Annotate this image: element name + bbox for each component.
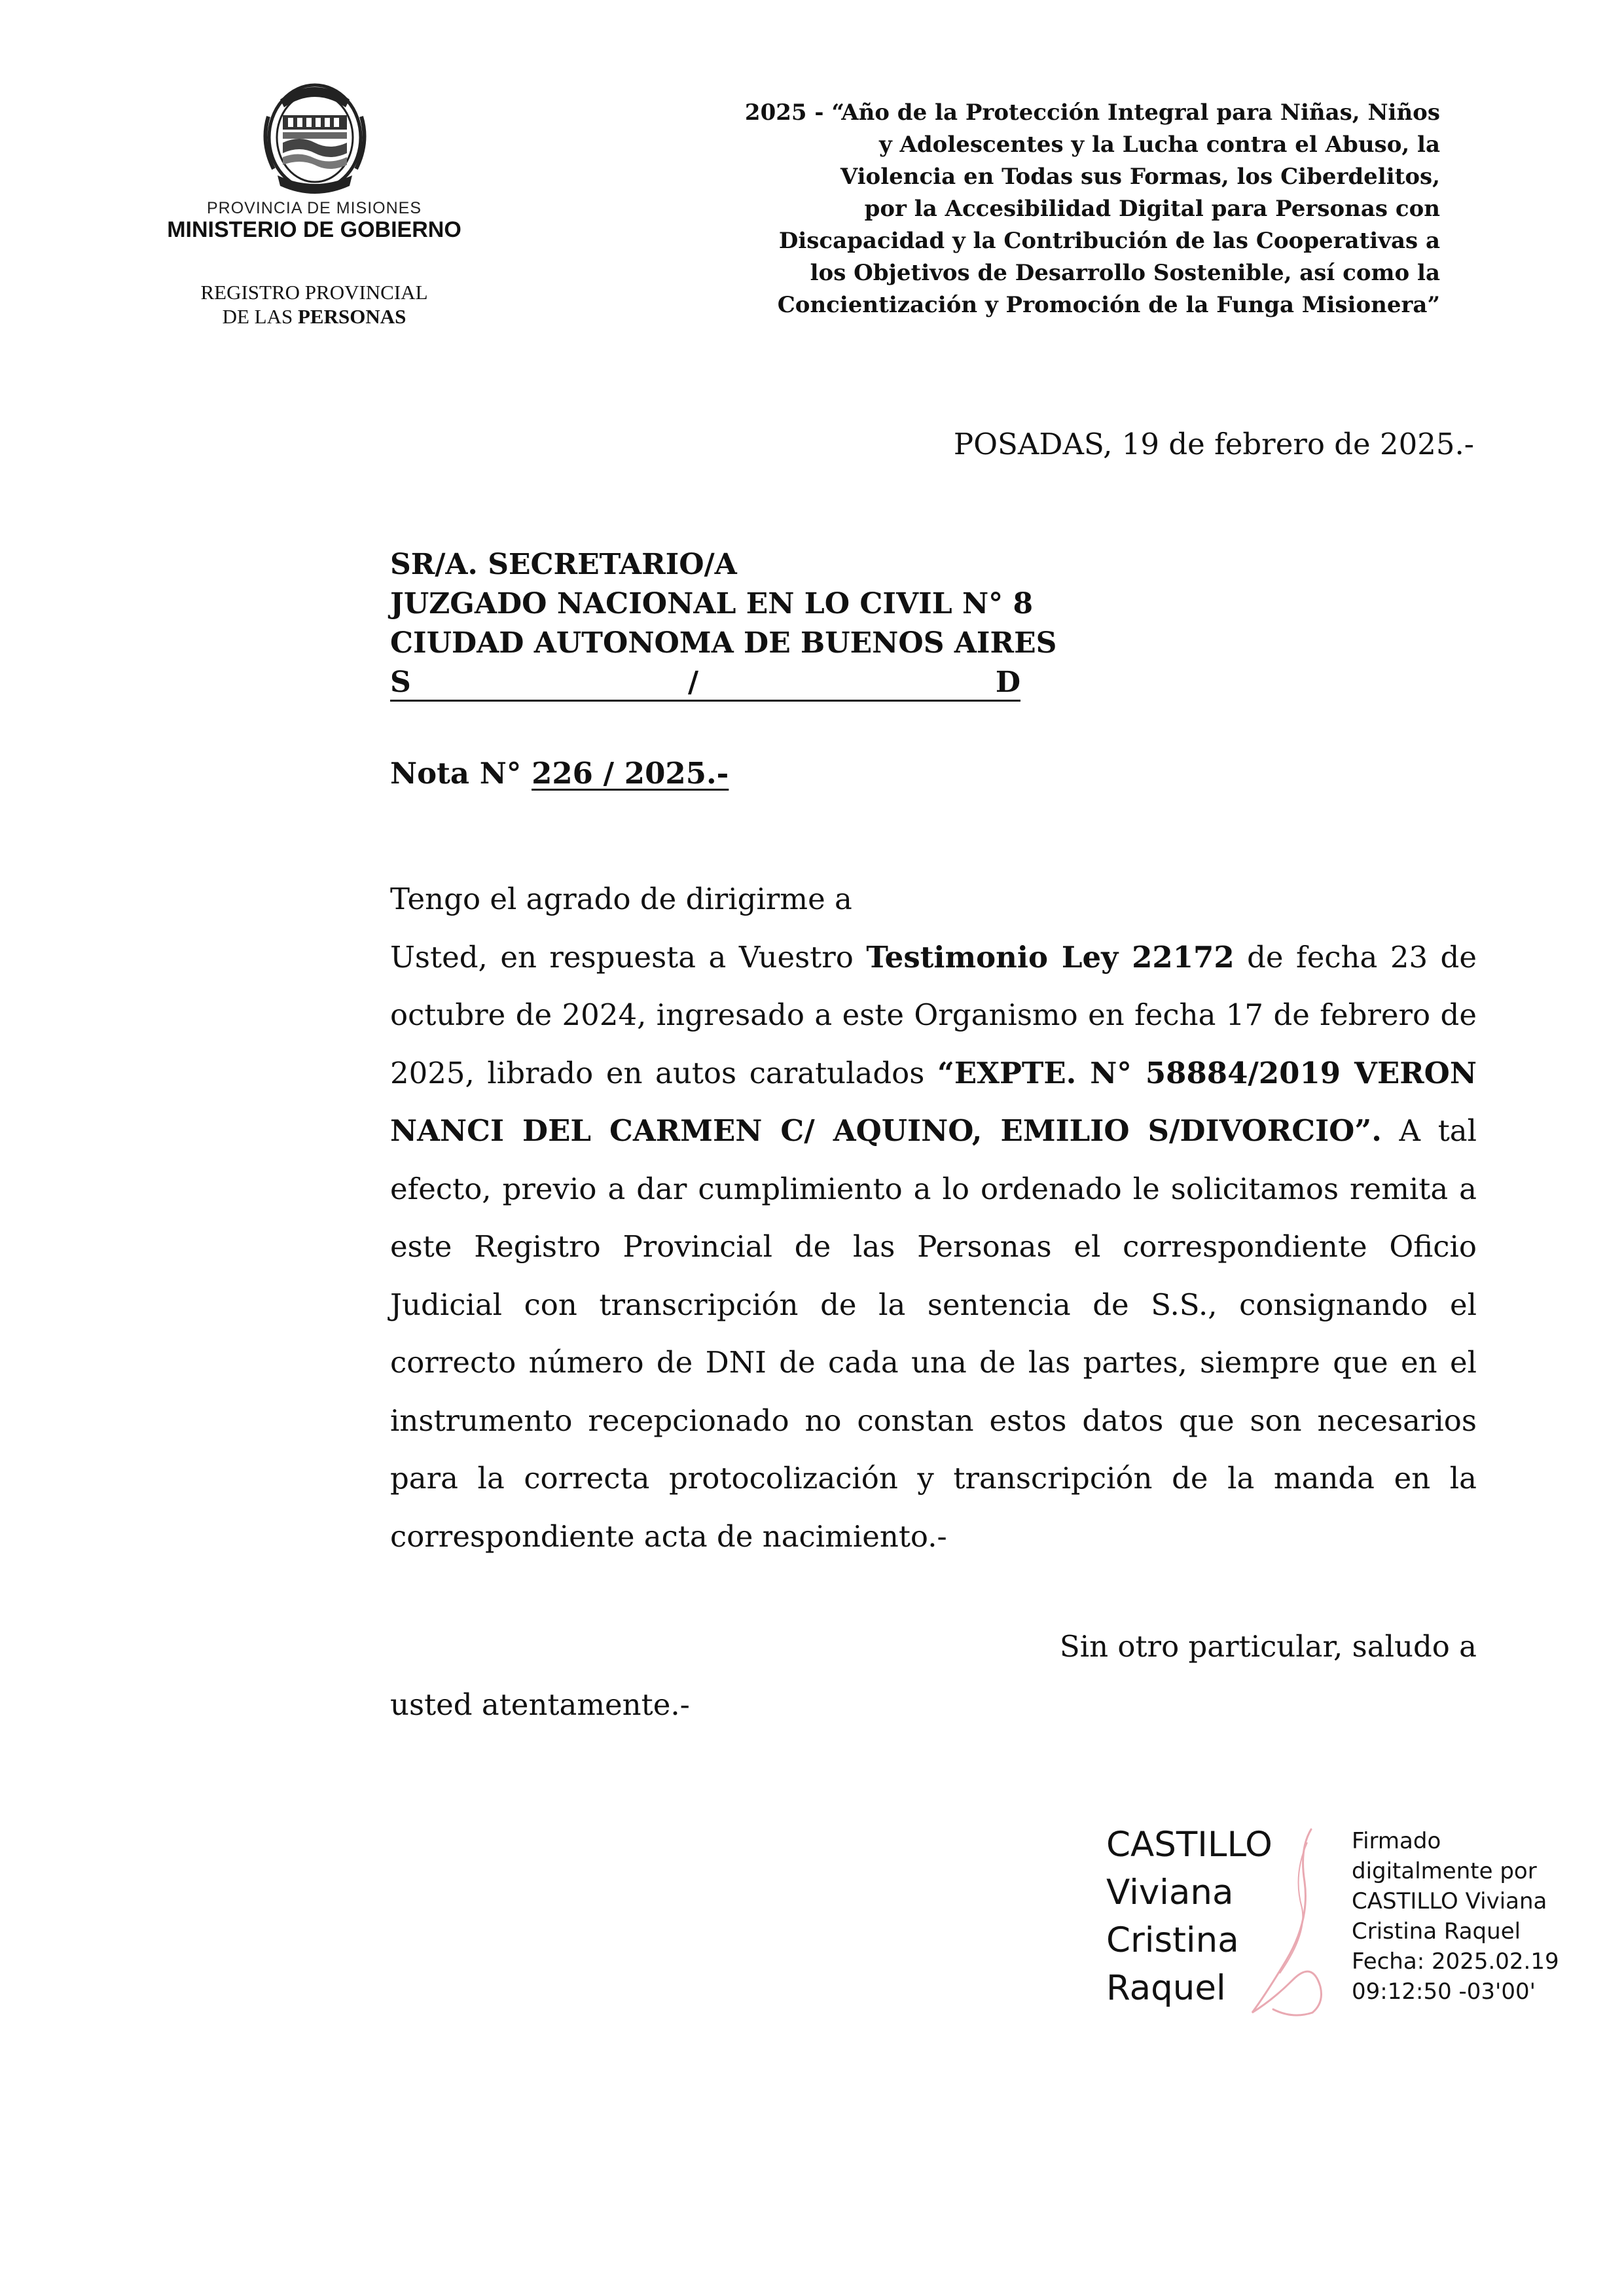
- body-bold-reference: Testimonio Ley 22172: [866, 939, 1235, 975]
- letter-date: POSADAS, 19 de febrero de 2025.-: [953, 427, 1474, 461]
- signature-detail-line: Firmado: [1352, 1828, 1441, 1854]
- digital-signature-mark-icon: [1247, 1823, 1326, 2019]
- province-name: PROVINCIA DE MISIONES: [206, 199, 422, 217]
- addressee-line: JUZGADO NACIONAL EN LO CIVIL N° 8: [390, 587, 1034, 620]
- body-text-3: A tal efecto, previo a dar cumplimiento a lo ordenado le solicitamos remita a este Registro Provincial de las Personas el correspondiente Oficio Judicial con transcripción de la sentencia de S.S., consignando el correcto número de DNI de cada una de las partes, siempre que en el instrumento recepcionado no constan estos datos que son necesarios para la correcta protocolización y transcripción de la manda en la correspondiente acta de nacimiento.-: [390, 1113, 1477, 1554]
- registry-line-1: REGISTRO PROVINCIAL: [200, 281, 428, 304]
- signer-name-line: Raquel: [1106, 1968, 1226, 2008]
- signature-detail-line: Cristina Raquel: [1352, 1918, 1521, 1945]
- signer-name-line: CASTILLO: [1106, 1825, 1272, 1865]
- body-text-1: Usted, en respuesta a Vuestro: [390, 939, 867, 975]
- motto-line: Violencia en Todas sus Formas, los Ciberdelitos,: [840, 164, 1440, 190]
- registry-line-2-bold: PERSONAS: [298, 305, 406, 328]
- signature-details: [1352, 1826, 1568, 2007]
- sd-s: S: [390, 666, 411, 699]
- letter-closing: [390, 1618, 1477, 1734]
- body-opening: Tengo el agrado de dirigirme a: [390, 882, 852, 916]
- year-motto: [589, 97, 1440, 321]
- ministry-name: MINISTERIO DE GOBIERNO: [167, 217, 461, 242]
- signer-name-line: Cristina: [1106, 1920, 1239, 1960]
- note-label: Nota N°: [390, 756, 522, 791]
- motto-line: 2025 - “Año de la Protección Integral para Niñas, Niños: [744, 99, 1440, 126]
- note-number: [390, 756, 729, 791]
- signature-detail-line: digitalmente por: [1352, 1858, 1537, 1884]
- signer-name-line: Viviana: [1106, 1873, 1234, 1912]
- motto-line: Discapacidad y la Contribución de las Cooperativas a: [778, 228, 1440, 254]
- addressee-line: CIUDAD AUTONOMA DE BUENOS AIRES: [390, 626, 1057, 660]
- su-despacho-line: [390, 663, 1176, 712]
- registry-line-2: [157, 304, 471, 329]
- addressee-block: [390, 545, 1176, 712]
- signature-detail-line: Fecha: 2025.02.19: [1352, 1948, 1559, 1975]
- note-number-value: 226 / 2025.-: [532, 756, 729, 791]
- motto-line: los Objetivos de Desarrollo Sostenible, así como la: [810, 260, 1440, 286]
- signature-detail-line: 09:12:50 -03'00': [1352, 1979, 1536, 2005]
- registry-line-2-prefix: DE LAS: [222, 305, 293, 328]
- body-bold-case-title: “EXPTE. N° 58884/2019 VERON NANCI DEL CARMEN C/ AQUINO, EMILIO S/DIVORCIO”.: [390, 1055, 1477, 1148]
- motto-line: por la Accesibilidad Digital para Personas con: [864, 196, 1440, 222]
- sd-slash: /: [688, 666, 699, 699]
- body-text-2: de fecha 23 de octubre de 2024, ingresado a este Organismo en fecha 17 de febrero de 2025, librado en autos caratulados: [390, 939, 1477, 1090]
- motto-line: y Adolescentes y la Lucha contra el Abuso, la: [878, 132, 1440, 158]
- signature-detail-line: CASTILLO Viviana: [1352, 1888, 1547, 1914]
- motto-line: Concientización y Promoción de la Funga Misionera”: [777, 292, 1440, 318]
- closing-line-1: Sin otro particular, saludo a: [1059, 1629, 1477, 1664]
- sd-d: D: [995, 666, 1020, 699]
- provincial-coat-of-arms-logo: [254, 77, 376, 194]
- addressee-line: SR/A. SECRETARIO/A: [390, 548, 737, 581]
- closing-line-2: usted atentamente.-: [390, 1687, 690, 1722]
- registry-name: [157, 280, 471, 329]
- letter-body: [390, 870, 1477, 1566]
